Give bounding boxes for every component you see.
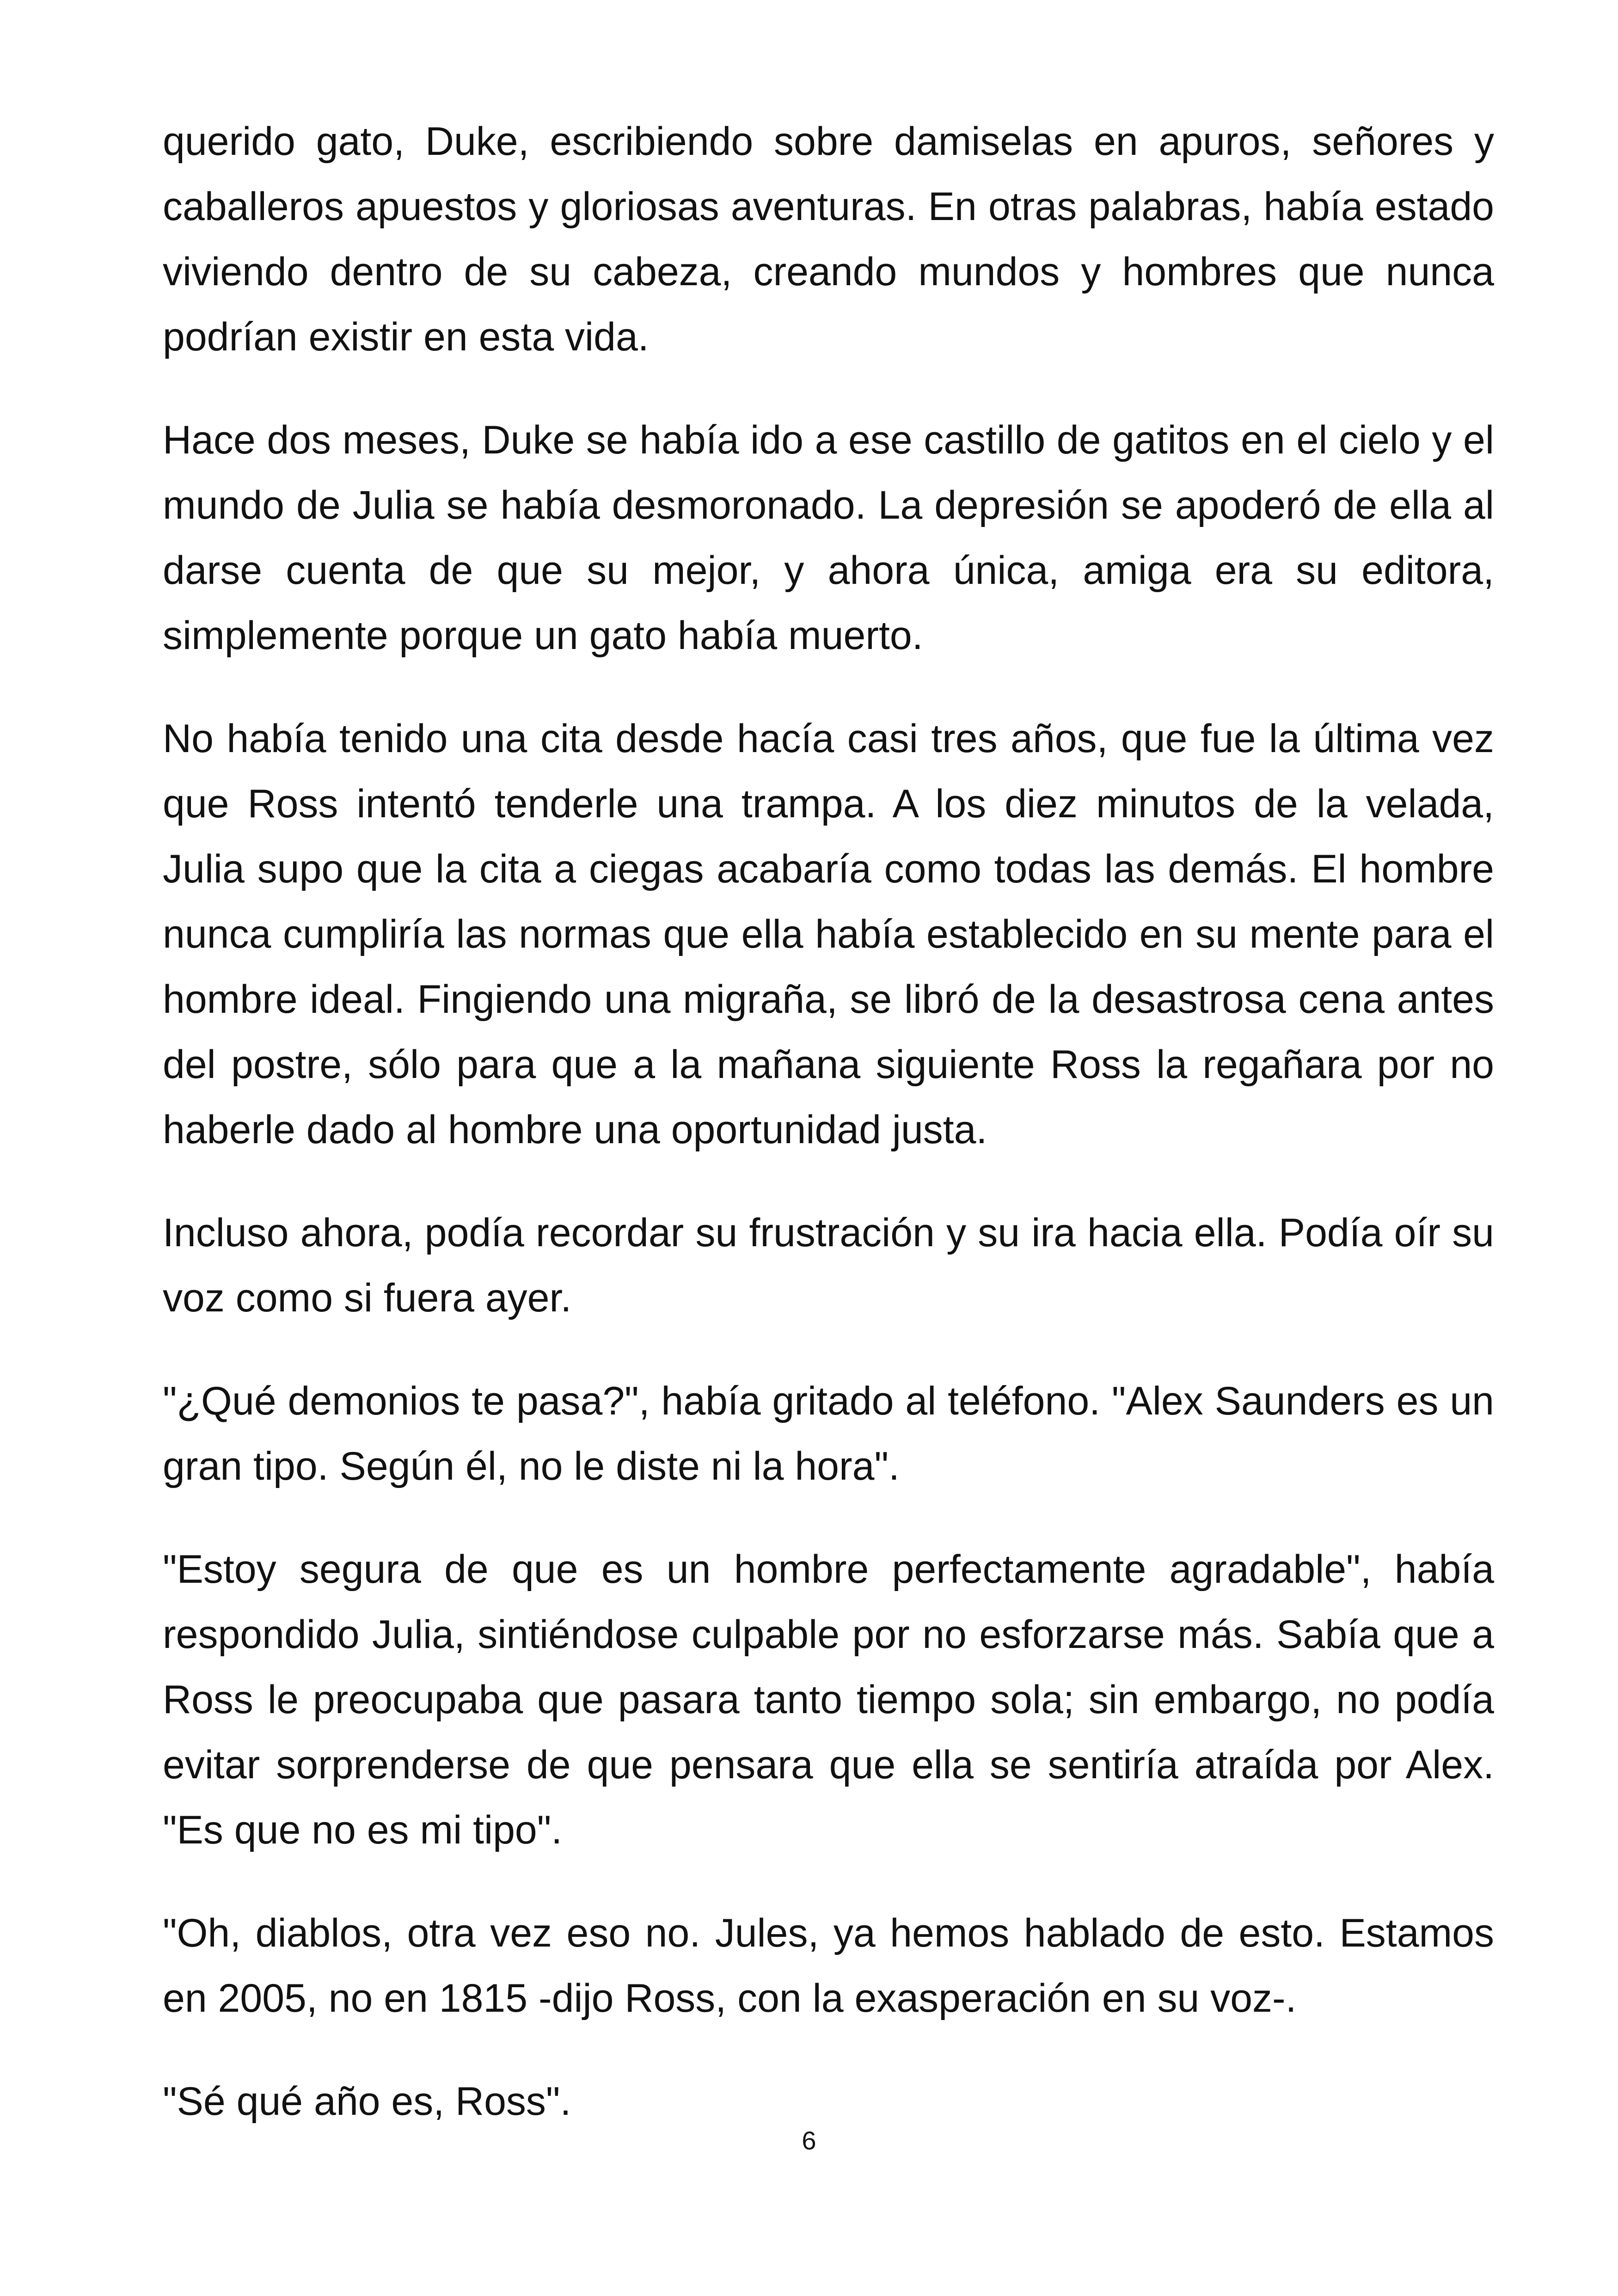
body-text bbox=[163, 109, 1494, 2172]
page-number: 6 bbox=[802, 2126, 816, 2155]
paragraph: No había tenido una cita desde hacía casi tres años, que fue la última vez que Ross intentó tenderle una trampa. A los diez minutos de la velada, Julia supo que la cita a ciegas acabaría como todas las demás. El hombre nunca cumpliría las normas que ella había establecido en su mente para el hombre ideal. Fingiendo una migraña, se libró de la desastrosa cena antes del postre, sólo para que a la mañana siguiente Ross la regañara por no haberle dado al hombre una oportunidad justa. bbox=[163, 716, 1494, 1152]
paragraph: Hace dos meses, Duke se había ido a ese castillo de gatitos en el cielo y el mundo de Julia se había desmoronado. La depresión se apoderó de ella al darse cuenta de que su mejor, y ahora única, amiga era su editora, simplemente porque un gato había muerto. bbox=[163, 418, 1494, 658]
paragraph: Incluso ahora, podía recordar su frustración y su ira hacia ella. Podía oír su voz como si fuera ayer. bbox=[163, 1211, 1494, 1320]
paragraph: "Sé qué año es, Ross". bbox=[163, 2079, 571, 2124]
paragraph: "¿Qué demonios te pasa?", había gritado al teléfono. "Alex Saunders es un gran tipo. Según él, no le diste ni la hora". bbox=[163, 1379, 1494, 1488]
paragraph: "Oh, diablos, otra vez eso no. Jules, ya hemos hablado de esto. Estamos en 2005, no en 1815 -dijo Ross, con la exasperación en su voz-. bbox=[163, 1911, 1494, 2020]
paragraph: "Estoy segura de que es un hombre perfectamente agradable", había respondido Julia, sintiéndose culpable por no esforzarse más. Sabía que a Ross le preocupaba que pasara tanto tiempo sola; sin embargo, no podía evitar sorprenderse de que pensara que ella se sentiría atraída por Alex. "Es que no es mi tipo". bbox=[163, 1547, 1494, 1852]
paragraph: querido gato, Duke, escribiendo sobre damiselas en apuros, señores y caballeros apuestos y gloriosas aventuras. En otras palabras, había estado viviendo dentro de su cabeza, creando mundos y hombres que nunca podrían existir en esta vida. bbox=[163, 119, 1494, 359]
